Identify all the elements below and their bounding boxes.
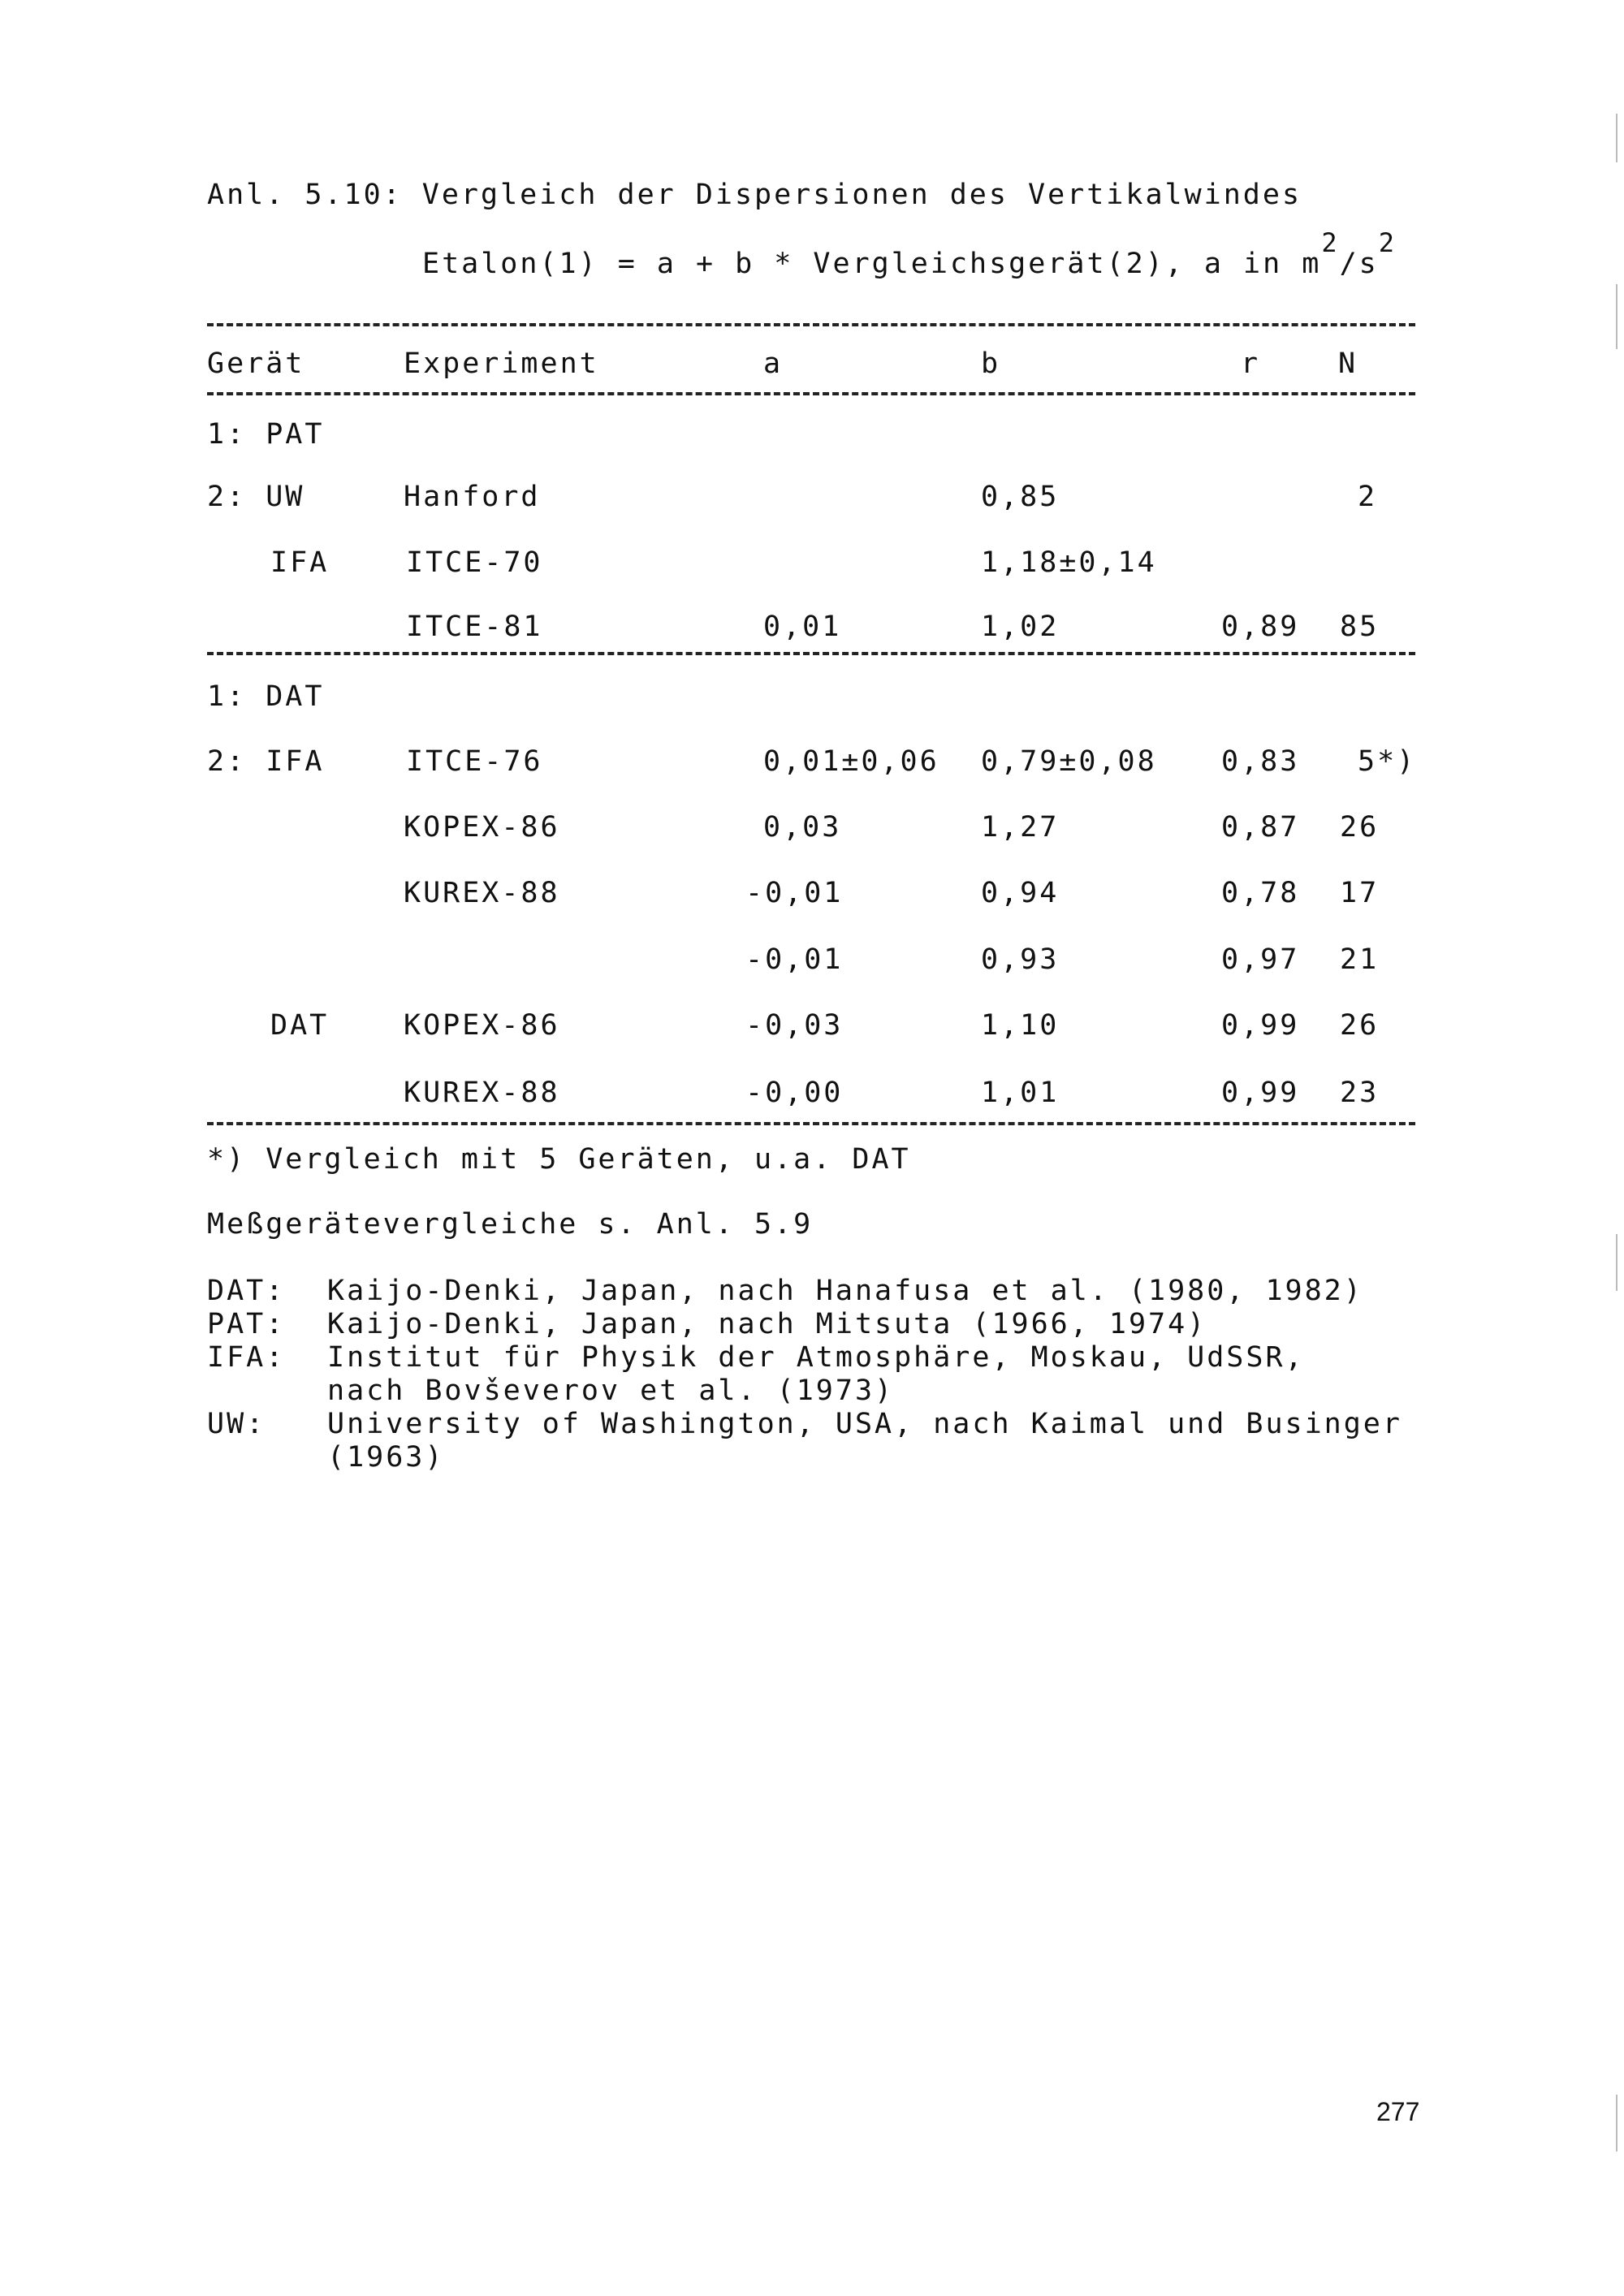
legend-text: Institut für Physik der Atmosphäre, Moskau, UdSSR, [327, 1341, 1305, 1374]
table-rule-bottom [207, 1122, 1415, 1125]
legend-text: nach Bovševerov et al. (1973) [327, 1375, 895, 1407]
cell-n: 26 [1340, 1009, 1380, 1042]
cell-b: 1,27 [981, 811, 1060, 844]
cell-experiment: ITCE-81 [406, 611, 543, 643]
cell-b: 1,18±0,14 [981, 546, 1157, 579]
cell-b: 0,79±0,08 [981, 745, 1157, 778]
reference-note: Meßgerätevergleiche s. Anl. 5.9 [207, 1208, 814, 1241]
cell-experiment: KUREX-88 [404, 1077, 560, 1109]
cell-r: 0,78 [1221, 877, 1300, 909]
cell-r: 0,97 [1221, 943, 1300, 976]
cell-device: 2: IFA [207, 745, 325, 778]
cell-a: -0,01 [745, 877, 844, 909]
cell-b: 1,10 [981, 1009, 1060, 1042]
cell-r: 0,99 [1221, 1009, 1300, 1042]
cell-a: -0,00 [745, 1077, 844, 1109]
header-n: N [1338, 347, 1358, 380]
cell-experiment: KOPEX-86 [404, 811, 560, 844]
cell-experiment: Hanford [404, 481, 541, 513]
table-rule-top [207, 323, 1415, 326]
formula-line [422, 227, 1397, 280]
cell-n: 5*) [1358, 745, 1417, 778]
formula-prefix: Etalon(1) = a + b * Vergleichsgerät(2), a in m [422, 248, 1322, 280]
scan-mark [1616, 2095, 1618, 2151]
header-a: a [763, 347, 784, 380]
cell-b: 0,93 [981, 943, 1060, 976]
cell-experiment: ITCE-76 [406, 745, 543, 778]
cell-a: -0,01 [745, 943, 844, 976]
table-rule-group [207, 652, 1415, 655]
cell-n: 17 [1340, 877, 1380, 909]
cell-r: 0,87 [1221, 811, 1300, 844]
scan-mark [1616, 284, 1618, 349]
cell-a: 0,01±0,06 [763, 745, 939, 778]
page-number: 277 [1376, 2097, 1420, 2126]
legend-key: UW: [207, 1408, 266, 1440]
cell-a: 0,03 [763, 811, 842, 844]
legend-text: Kaijo-Denki, Japan, nach Mitsuta (1966, 1974) [327, 1308, 1207, 1340]
header-experiment: Experiment [404, 347, 599, 380]
cell-b: 1,01 [981, 1077, 1060, 1109]
scan-mark [1616, 114, 1618, 162]
cell-n: 85 [1340, 611, 1380, 643]
header-geraet: Gerät [207, 347, 305, 380]
formula-sup-2: 2 [1378, 227, 1397, 258]
group-ref-pat: 1: PAT [207, 418, 325, 451]
legend-text: Kaijo-Denki, Japan, nach Hanafusa et al. (1980, 1982) [327, 1275, 1363, 1307]
cell-a: 0,01 [763, 611, 842, 643]
cell-r: 0,99 [1221, 1077, 1300, 1109]
header-b: b [981, 347, 1001, 380]
legend-key: DAT: [207, 1275, 286, 1307]
legend-key: PAT: [207, 1308, 286, 1340]
cell-device: IFA [270, 546, 330, 579]
legend-key: IFA: [207, 1341, 286, 1374]
formula-mid: /s [1339, 248, 1379, 280]
group-ref-dat: 1: DAT [207, 680, 325, 713]
page-title: Anl. 5.10: Vergleich der Dispersionen des Vertikalwindes [207, 179, 1302, 211]
cell-b: 0,85 [981, 481, 1060, 513]
cell-r: 0,89 [1221, 611, 1300, 643]
cell-n: 26 [1340, 811, 1380, 844]
cell-n: 23 [1340, 1077, 1380, 1109]
cell-r: 0,83 [1221, 745, 1300, 778]
legend-text: (1963) [327, 1441, 445, 1474]
header-r: r [1241, 347, 1261, 380]
cell-n: 2 [1358, 481, 1378, 513]
cell-experiment: KOPEX-86 [404, 1009, 560, 1042]
cell-n: 21 [1340, 943, 1380, 976]
cell-device: 2: UW [207, 481, 305, 513]
scan-mark [1616, 1234, 1618, 1291]
cell-experiment: ITCE-70 [406, 546, 543, 579]
cell-b: 0,94 [981, 877, 1060, 909]
cell-device: DAT [270, 1009, 330, 1042]
table-footnote: *) Vergleich mit 5 Geräten, u.a. DAT [207, 1143, 911, 1176]
cell-a: -0,03 [745, 1009, 844, 1042]
formula-sup-1: 2 [1321, 227, 1340, 258]
table-rule-header [207, 392, 1415, 395]
legend-text: University of Washington, USA, nach Kaimal und Businger [327, 1408, 1402, 1440]
cell-b: 1,02 [981, 611, 1060, 643]
cell-experiment: KUREX-88 [404, 877, 560, 909]
